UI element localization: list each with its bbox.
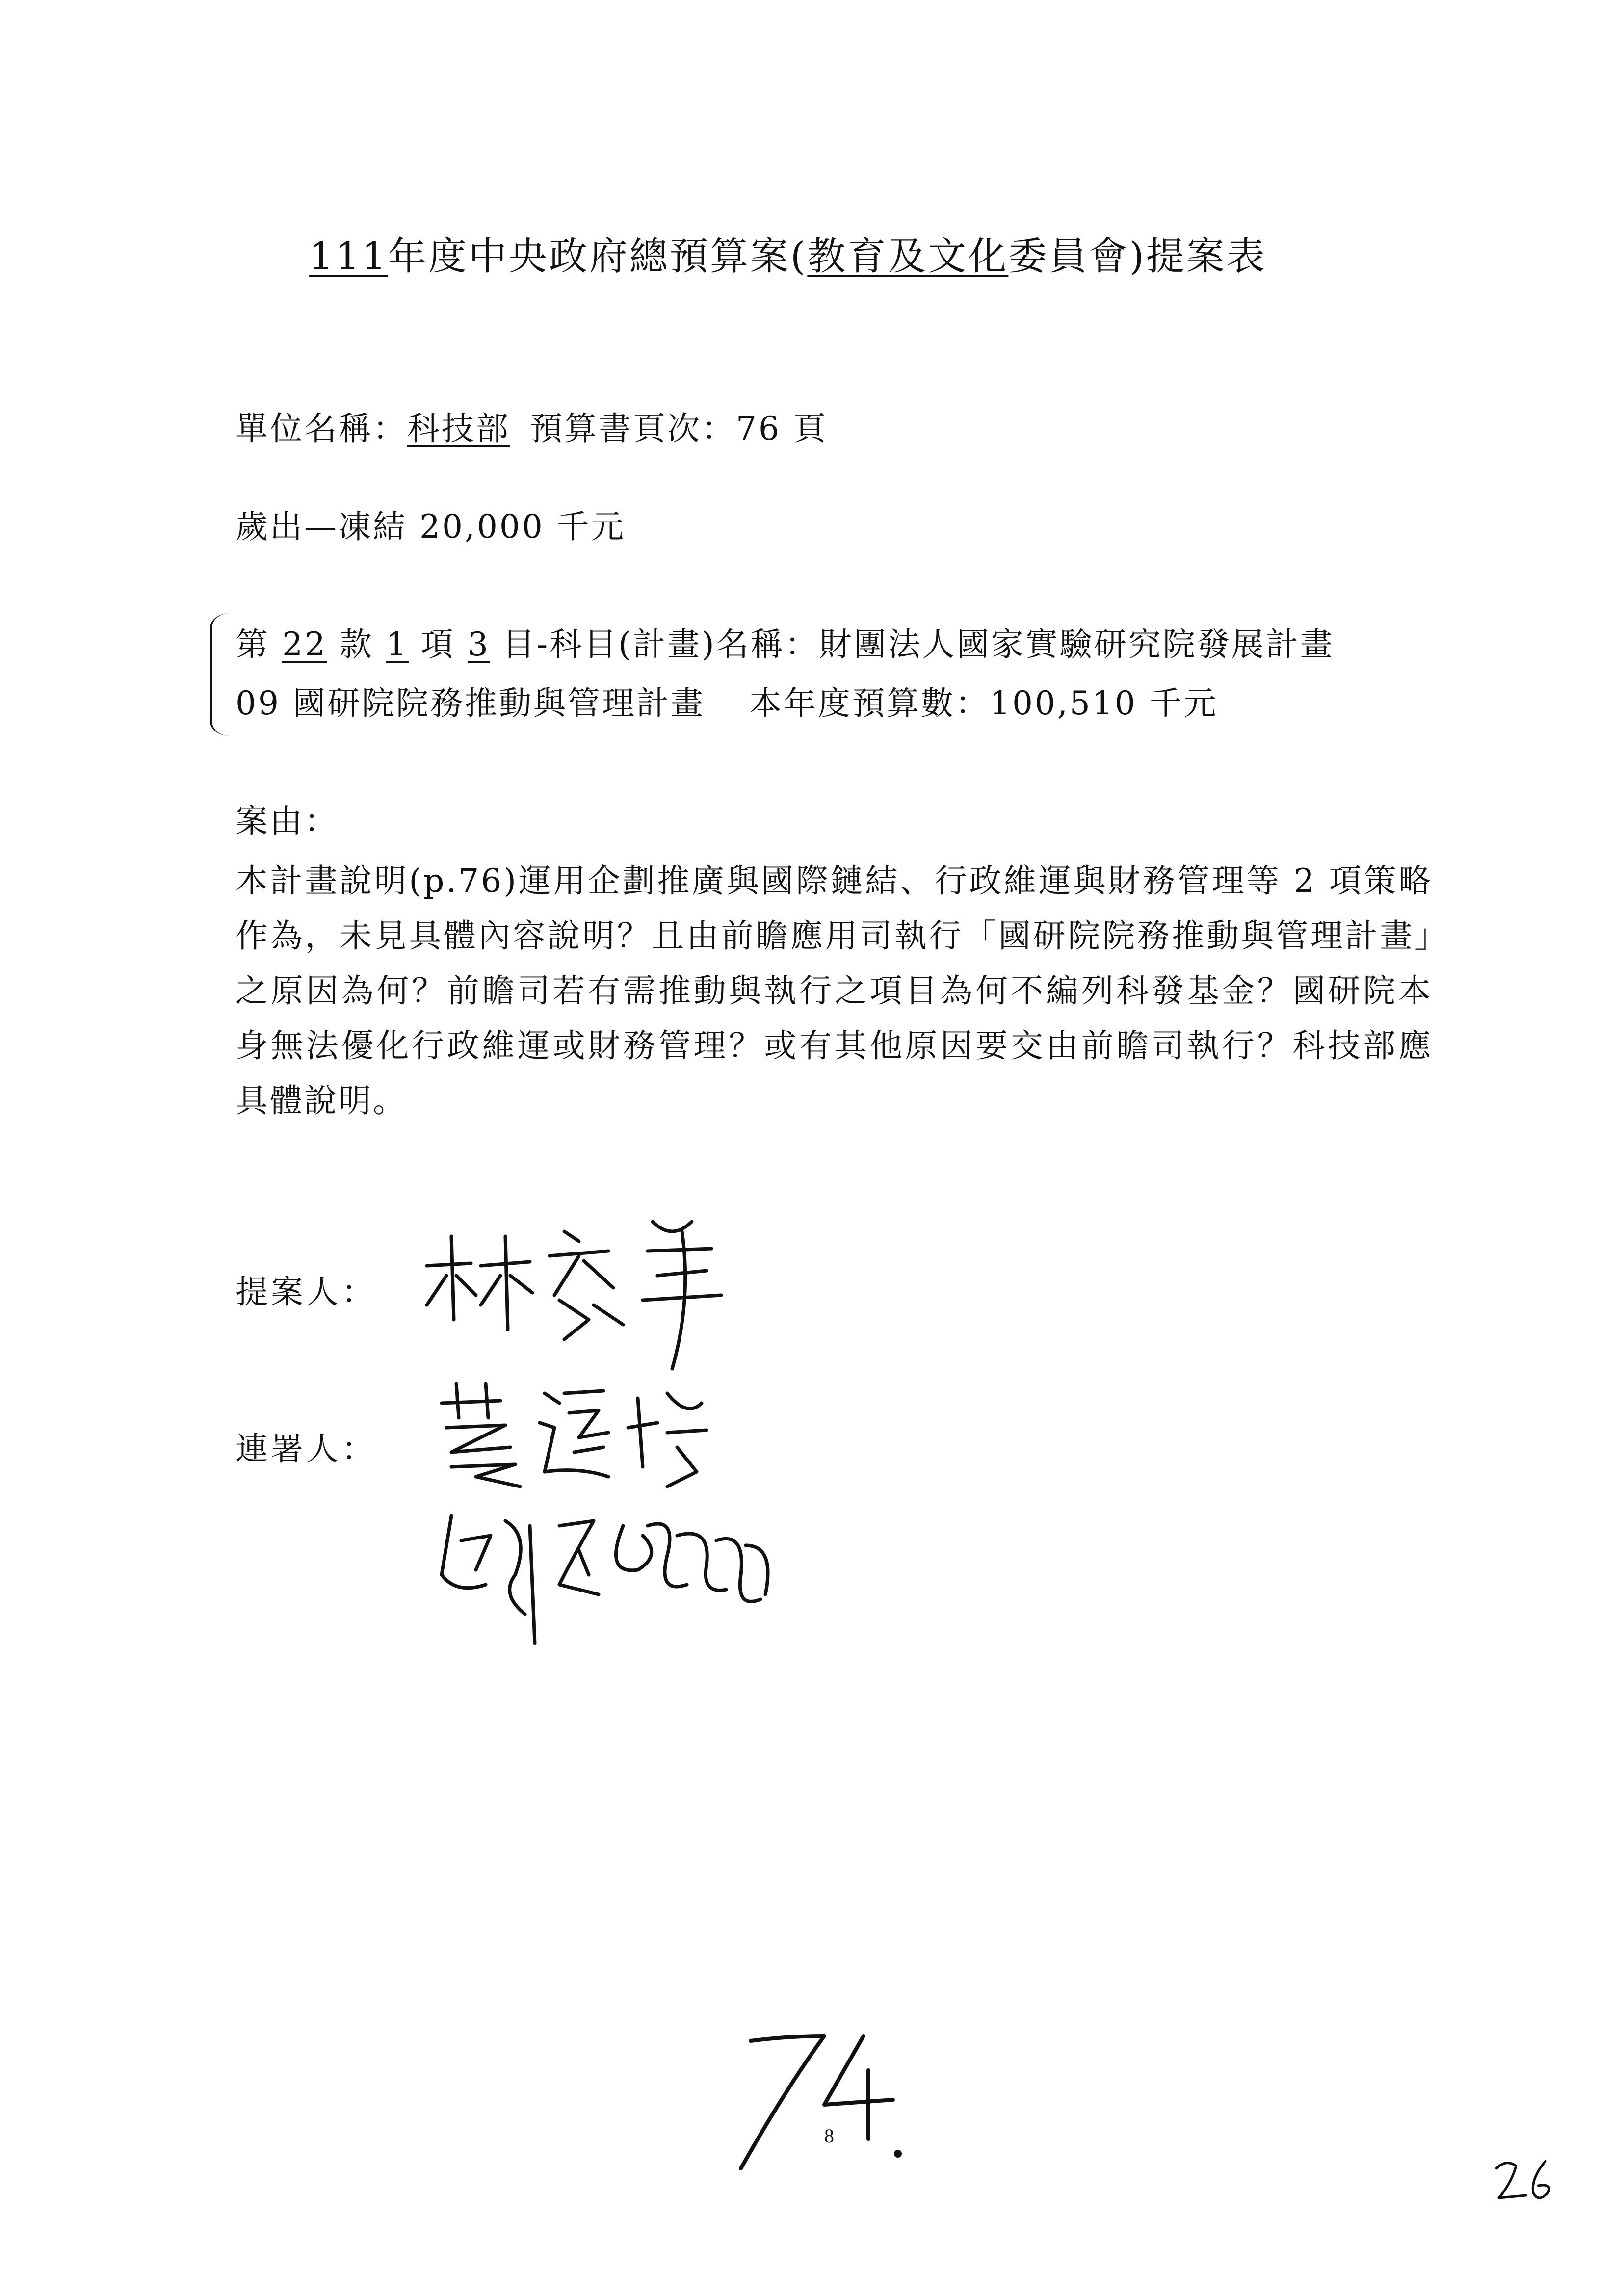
handwritten-number-image: [707, 2021, 913, 2178]
corner-number-image: [1492, 2154, 1560, 2208]
proposer-signature-image: [417, 1202, 760, 1379]
cosigner-signature-2: [432, 1496, 785, 1655]
unit-label: 單位名稱：: [236, 410, 407, 447]
item-xiang: 1: [386, 626, 409, 663]
cosigner-signature-2-image: [432, 1496, 785, 1653]
item-plan-name: 09 國研院院務推動與管理計畫: [236, 684, 705, 722]
cosigner-signature-1: [432, 1374, 736, 1503]
document-title: [309, 226, 1388, 281]
reason-text: 本計畫說明(p.76)運用企劃推廣與國際鏈結、行政維運與財務管理等 2 項策略作為，未見具體內容說明？且由前瞻應用司執行「國研院院務推動與管理計畫」之原因為何？前瞻司若有需推動與執行之項目為何不編列科發基金？國研院本身無法優化行政維運或財務管理？或有其他原因要交由前瞻司執行？科技部應具體說明。: [236, 862, 1433, 1120]
unit-line: [236, 402, 828, 449]
item-line-2: [236, 677, 1218, 724]
proposer-label: 提案人：: [236, 1273, 377, 1311]
budget-page-label: 預算書頁次：76 頁: [530, 410, 828, 447]
handwritten-number: [707, 2021, 913, 2180]
item-bracket: [210, 613, 232, 736]
title-year: 111: [309, 235, 388, 279]
page-number: 8: [824, 2125, 834, 2147]
title-committee: 教育及文化: [807, 235, 1009, 279]
cosigner-signature-1-image: [432, 1374, 736, 1501]
reason-label: 案由：: [236, 802, 339, 840]
item-mu: 3: [467, 626, 490, 663]
corner-handwritten-number: [1492, 2154, 1560, 2210]
proposer-signature: [417, 1202, 760, 1381]
title-part1: 年度中央政府總預算案(: [388, 235, 808, 279]
unit-name: 科技部: [407, 410, 510, 447]
cosigners-label: 連署人：: [236, 1430, 377, 1468]
item-budget-amount: 本年度預算數：100,510 千元: [749, 684, 1218, 722]
item-kuan: 22: [282, 626, 327, 663]
action-line: 歲出—凍結 20,000 千元: [236, 508, 626, 546]
title-part2: 委員會)提案表: [1008, 235, 1267, 279]
item-line-1: 第 22 款 1 項 3 目-科目(計畫)名稱：財團法人國家實驗研究院發展計畫: [236, 626, 1335, 663]
